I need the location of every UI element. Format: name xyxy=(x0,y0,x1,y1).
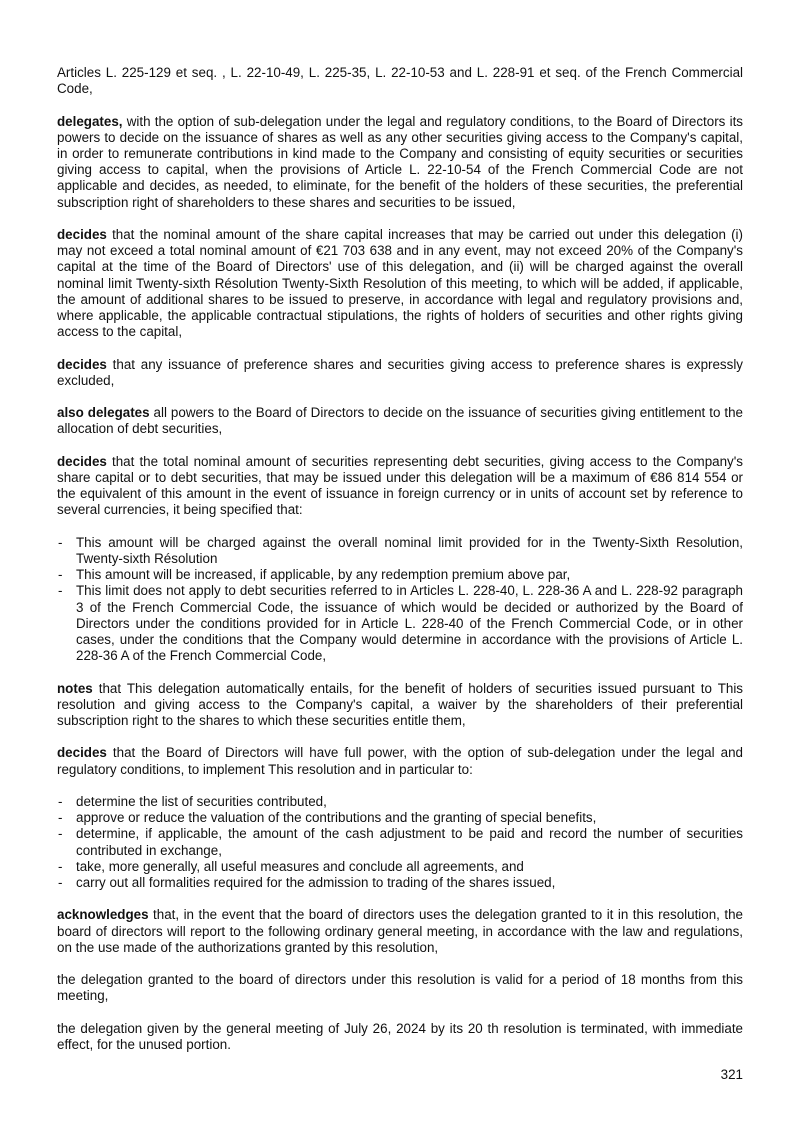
paragraph-text: Articles L. 225-129 et seq. , L. 22-10-49, L. 225-35, L. 22-10-53 and L. 228-91 et seq. of the French Commercial Code, xyxy=(57,65,743,97)
list-item xyxy=(57,535,743,567)
list-item-text: This limit does not apply to debt securities referred to in Articles L. 228-40, L. 228-36 A and L. 228-92 paragraph 3 of the French Commercial Code, the issuance of which would be decided or authorized by the Board of Directors under the conditions provided for in Article L. 228-40 of the French Commercial Code, or in other cases, under the conditions that the Company would determine in accordance with the provisions of Article L. 228-36 A of the French Commercial Code, xyxy=(76,583,743,664)
paragraph-lead: notes xyxy=(57,680,93,696)
page-number: 321 xyxy=(720,1067,743,1082)
list-item xyxy=(57,567,743,583)
paragraph-lead: decides xyxy=(57,453,107,469)
list-marker: - xyxy=(58,794,63,809)
paragraph-text: the delegation granted to the board of directors under this resolution is valid for a period of 18 months from this meeting, xyxy=(57,972,743,1004)
paragraph-text: the delegation given by the general meeting of July 26, 2024 by its 20 th resolution is terminated, with immediate effect, for the unused portion. xyxy=(57,1020,743,1052)
paragraph-decides-debt-securities xyxy=(57,454,743,519)
paragraph-notes xyxy=(57,681,743,730)
paragraph-lead: delegates, xyxy=(57,113,123,129)
list-marker: - xyxy=(58,567,63,583)
list-marker: - xyxy=(58,534,63,550)
paragraph-text: that, in the event that the board of directors uses the delegation granted to it in this resolution, the board of directors will report to the following ordinary general meeting, in accordance with the law and regulations, on the use made of the authorizations granted by this resolution, xyxy=(57,907,743,955)
paragraph-text: with the option of sub-delegation under the legal and regulatory conditions, to the Board of Directors its powers to decide on the issuance of shares as well as any other securities giving access to the Company's capital, in order to remunerate contributions in kind made to the Company and consisting of equity securities or securities giving access to capital, when the provisions of Article L. 22-10-54 of the French Commercial Code are not applicable and decides, as needed, to eliminate, for the benefit of the holders of these securities, the preferential subscription right of shareholders to these shares and securities to be issued, xyxy=(57,113,743,210)
list-item-text: This amount will be increased, if applicable, by any redemption premium above par, xyxy=(76,567,571,583)
paragraph-lead: decides xyxy=(57,227,107,242)
paragraph-text: that the Board of Directors will have full power, with the option of sub-delegation under the legal and regulatory conditions, to implement This resolution and in particular to: xyxy=(57,745,743,777)
paragraph-validity-period xyxy=(57,972,743,1004)
list-item xyxy=(57,583,743,664)
paragraph-lead: acknowledges xyxy=(57,907,149,923)
board-powers-list xyxy=(57,794,743,891)
paragraph-legal-references xyxy=(57,65,743,97)
list-marker: - xyxy=(58,810,63,826)
paragraph-text: that the nominal amount of the share capital increases that may be carried out under this delegation (i) may not exceed a total nominal amount of €21 703 638 and in any event, may not exceed 20% of the Company's capital at the time of the Board of Directors' use of this delegation, and (ii) will be charged against the overall nominal limit Twenty-sixth Résolution Twenty-Sixth Resolution of this meeting, to which will be added, if applicable, the amount of additional shares to be issued to preserve, in accordance with legal and regulatory provisions and, where applicable, the applicable contractual stipulations, the rights of holders of securities and other rights giving access to the capital, xyxy=(57,227,743,340)
paragraph-text: that the total nominal amount of securities representing debt securities, giving access to the Company's share capital or to debt securities, that may be issued under this delegation will be a maximum of €86 814 554 or the equivalent of this amount in the event of issuance in foreign currency or in units of account set by reference to several currencies, it being specified that: xyxy=(57,453,743,518)
debt-limit-list xyxy=(57,535,743,665)
list-item-text: approve or reduce the valuation of the contributions and the granting of special benefits, xyxy=(76,810,597,826)
list-item xyxy=(57,794,743,810)
paragraph-text: that This delegation automatically entails, for the benefit of holders of securities issued pursuant to This resolution and giving access to the Company's capital, a waiver by the shareholders of their preferential subscription right to the shares to which these securities entitle them, xyxy=(57,680,743,729)
list-marker: - xyxy=(58,858,63,874)
paragraph-lead: decides xyxy=(57,745,107,761)
paragraph-decides-preference-shares xyxy=(57,357,743,389)
list-marker: - xyxy=(58,875,63,891)
paragraph-lead: decides xyxy=(57,356,107,372)
paragraph-text: that any issuance of preference shares and securities giving access to preference shares is expressly excluded, xyxy=(57,356,743,388)
paragraph-delegates xyxy=(57,114,743,211)
list-item-text: determine the list of securities contributed, xyxy=(76,794,327,809)
paragraph-decides-full-power xyxy=(57,745,743,777)
paragraph-termination xyxy=(57,1021,743,1053)
paragraph-decides-nominal-amount xyxy=(57,227,743,340)
list-item xyxy=(57,826,743,858)
paragraph-acknowledges xyxy=(57,907,743,956)
list-item-text: carry out all formalities required for the admission to trading of the shares issued, xyxy=(76,875,556,891)
list-item-text: This amount will be charged against the overall nominal limit provided for in the Twenty-Sixth Resolution, Twenty-sixth Résolution xyxy=(76,534,743,566)
list-item xyxy=(57,859,743,875)
list-item-text: take, more generally, all useful measures and conclude all agreements, and xyxy=(76,858,524,874)
paragraph-lead: also delegates xyxy=(57,405,150,421)
list-marker: - xyxy=(58,583,63,599)
list-marker: - xyxy=(58,826,63,842)
list-item-text: determine, if applicable, the amount of the cash adjustment to be paid and record the number of securities contributed in exchange, xyxy=(76,826,743,858)
paragraph-text: all powers to the Board of Directors to decide on the issuance of securities giving entitlement to the allocation of debt securities, xyxy=(57,405,744,437)
paragraph-also-delegates xyxy=(57,405,743,437)
list-item xyxy=(57,875,743,891)
list-item xyxy=(57,810,743,826)
